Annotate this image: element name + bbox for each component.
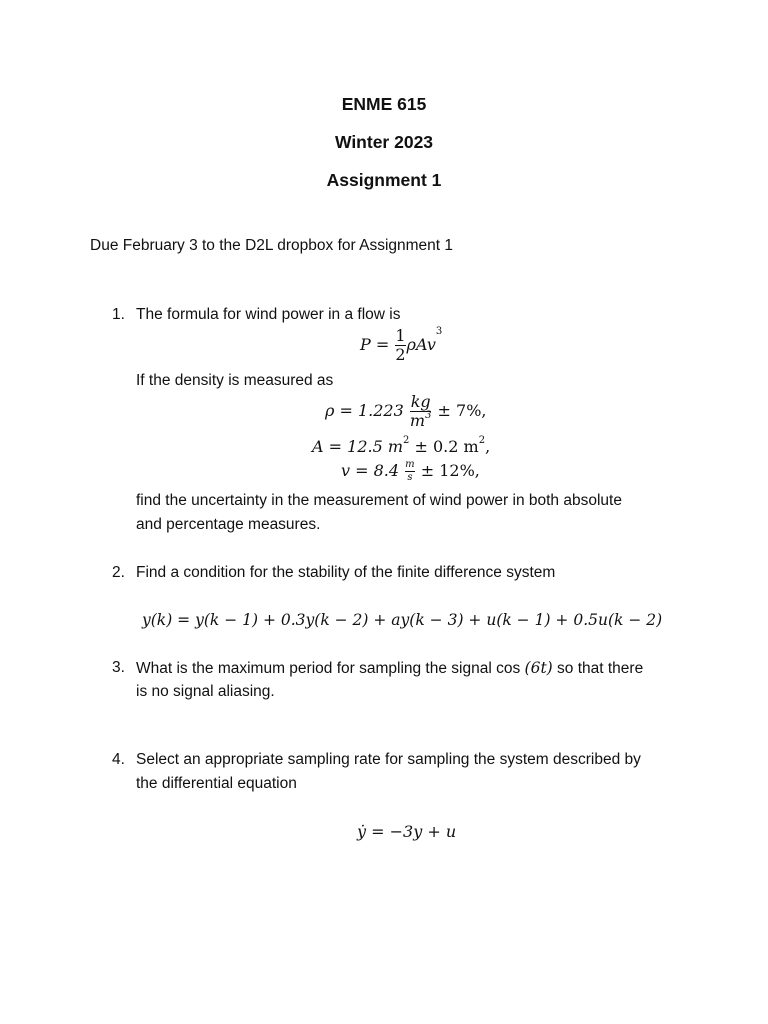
assignment-title: Assignment 1: [326, 170, 442, 190]
density-unit-numerator: kg: [410, 392, 431, 411]
q3-line2: is no signal aliasing.: [136, 683, 275, 700]
density-unit: [410, 394, 432, 429]
half-denominator: 2: [395, 345, 406, 364]
q3-number: 3.: [112, 659, 125, 676]
q3-text-before: What is the maximum period for sampling the signal cos: [136, 660, 521, 677]
density-lhs: ρ = 1.223: [325, 401, 404, 420]
half-fraction: [395, 328, 405, 363]
q1-number: 1.: [112, 306, 125, 323]
velocity-unit-numerator: m: [405, 459, 415, 470]
q4-line1: Select an appropriate sampling rate for sampling the system described by: [136, 751, 641, 768]
q1-middle: If the density is measured as: [136, 372, 334, 389]
term-title: Winter 2023: [334, 132, 434, 152]
area-main: A = 12.5 m: [312, 437, 404, 456]
velocity-unit: [405, 460, 414, 483]
power-lhs: P =: [360, 335, 390, 354]
q1-intro: The formula for wind power in a flow is: [136, 306, 401, 323]
density-tolerance: ± 7%,: [437, 401, 487, 420]
differential-equation: ẏ = −3y + u: [357, 822, 457, 841]
velocity-unit-denominator: s: [407, 472, 413, 483]
q1-outro-line1: find the uncertainty in the measurement of wind power in both absolute: [136, 492, 622, 509]
q2-number: 2.: [112, 564, 125, 581]
q3-text-after: so that there: [557, 660, 644, 677]
cos-argument: (6t): [524, 659, 553, 677]
q2-text: Find a condition for the stability of the finite difference system: [136, 564, 556, 581]
area-tolerance: ± 0.2 m: [414, 437, 479, 456]
q1-outro-line2: and percentage measures.: [136, 516, 321, 533]
area-tolerance-exponent: 2: [478, 435, 486, 446]
course-title: ENME 615: [341, 94, 427, 114]
velocity-tolerance: ± 12%,: [420, 461, 480, 480]
density-unit-denominator: $m^3$: [409, 410, 432, 430]
q4-number: 4.: [112, 751, 125, 768]
q3-line1: [136, 659, 643, 678]
power-exponent: 3: [435, 326, 443, 337]
difference-equation: y(k) = y(k − 1) + 0.3y(k − 2) + ay(k − 3) + u(k − 1) + 0.5u(k − 2): [142, 611, 663, 629]
velocity-lhs: v = 8.4: [341, 461, 400, 480]
velocity-equation: [341, 460, 480, 483]
due-text: Due February 3 to the D2L dropbox for Assignment 1: [90, 237, 454, 254]
area-exponent: 2: [403, 435, 410, 446]
half-numerator: 1: [395, 326, 406, 345]
area-equation: A = 12.5 $m^2 \pm 0.2$ $m^2$,: [312, 435, 491, 456]
power-rhs: ρAv: [406, 335, 436, 354]
q4-line2: the differential equation: [136, 775, 297, 792]
wind-power-formula: [360, 328, 442, 363]
density-equation: [325, 394, 487, 429]
